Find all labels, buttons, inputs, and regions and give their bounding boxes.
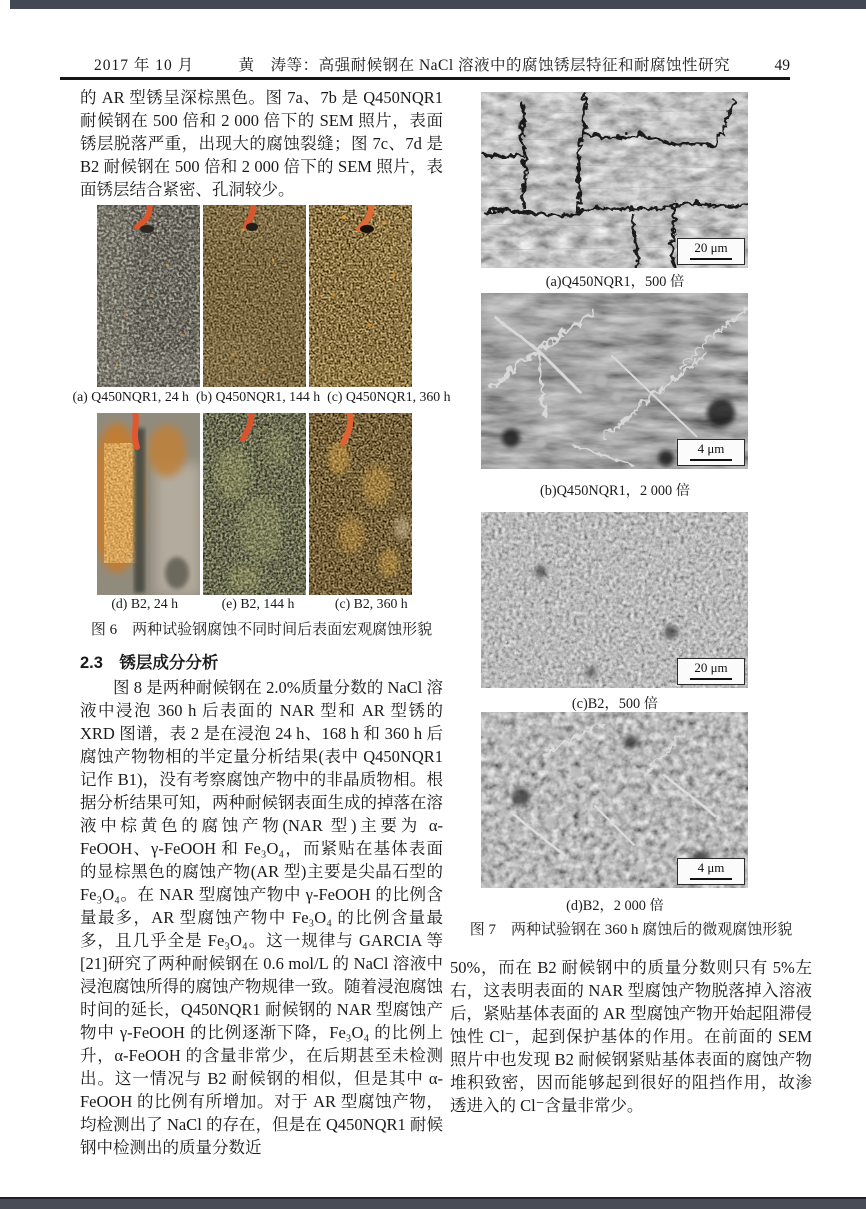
paragraph-intro: 的 AR 型锈呈深棕黑色。图 7a、7b 是 Q450NQR1 耐候钢在 500 倍和 2 000 倍下的 SEM 照片，表面锈层脱落严重，出现大的腐蚀裂缝；图 7c、7d 是 B2 耐候钢在 500 倍和 2 000 倍下的 SEM 照片，表面锈层结合紧密、孔洞较少。	[80, 88, 443, 199]
scale-bar	[677, 439, 745, 466]
header-page-number: 49	[774, 57, 790, 74]
scale-label: 20 μm	[694, 660, 728, 676]
fig6-row1-captions	[72, 389, 451, 405]
sem-image-b2-500x	[481, 512, 748, 688]
fig7-caption-a: (a)Q450NQR1，500 倍	[545, 274, 685, 290]
fig6-row2	[97, 413, 412, 595]
fig6-caption-b: (b) Q450NQR1, 144 h	[195, 389, 321, 404]
macro-photo-b2-24h	[97, 413, 200, 595]
scale-line	[690, 878, 732, 880]
header-date: 2017 年 10 月	[94, 57, 195, 74]
fig6-caption-d: (d) B2, 24 h	[111, 596, 178, 611]
fig6-row2-captions	[88, 596, 428, 612]
scale-line	[690, 459, 732, 461]
fig7-caption-b: (b)Q450NQR1，2 000 倍	[539, 483, 691, 499]
macro-photo-b2-360h	[309, 413, 412, 595]
macro-photo-b2-144h	[203, 413, 306, 595]
fig6-title: 图 6 两种试验钢腐蚀不同时间后表面宏观腐蚀形貌	[90, 622, 433, 638]
paragraph-chloride-discussion: 50%，而在 B2 耐候钢中的质量分数则只有 5%左右，这表明表面的 NAR 型腐蚀产物脱落掉入溶液后，紧贴基体表面的 AR 型腐蚀产物开始起阻滞侵蚀性 Cl⁻，起到保护基体的作用。在前面的 SEM 照片中也发现 B2 耐候钢紧贴基体表面的腐蚀产物堆积致密，因而能够起到很好的阻挡作用，故渗透进入的 Cl⁻含量非常少。	[450, 958, 812, 1115]
macro-photo-q450nqr1-144h	[203, 205, 306, 387]
header-running-title: 黄 涛等：高强耐候钢在 NaCl 溶液中的腐蚀锈层特征和耐腐蚀性研究	[238, 57, 731, 74]
sem-image-q450nqr1-500x	[481, 92, 748, 268]
scale-line	[690, 678, 732, 680]
scale-line	[690, 258, 732, 260]
fig6-caption-f: (c) B2, 360 h	[334, 596, 408, 611]
scale-label: 4 μm	[697, 860, 725, 876]
page-top-scan-bar	[10, 0, 866, 9]
page-header	[60, 53, 806, 75]
page-bottom-scan-bar	[0, 1197, 866, 1209]
scale-label: 4 μm	[697, 441, 725, 457]
sem-image-q450nqr1-2000x	[481, 293, 748, 469]
fig6-caption-a: (a) Q450NQR1, 24 h	[72, 389, 189, 404]
fig6-caption-c: (c) Q450NQR1, 360 h	[327, 389, 451, 404]
paragraph-rust-composition: 图 8 是两种耐候钢在 2.0%质量分数的 NaCl 溶液中浸泡 360 h 后表面的 NAR 型和 AR 型锈的 XRD 图谱，表 2 是在浸泡 24 h、168 h 和 360 h 后腐蚀产物物相的半定量分析结果(表中 Q450NQR1 记作 B1)，没有考察腐蚀产物中的非晶质物相。根据分析结果可知，两种耐候钢表面生成的掉落在溶液中棕黄色的腐蚀产物(NAR 型)主要为 α-FeOOH、γ-FeOOH 和 Fe₃O₄，而紧贴在基体表面的显棕黑色的腐蚀产物(AR 型)主要是尖晶石型的 Fe₃O₄。在 NAR 型腐蚀产物中 γ-FeOOH 的比例含量最多，AR 型腐蚀产物中 Fe₃O₄ 的比例含量最多，且几乎全是 Fe₃O₄。这一规律与 GARCIA 等[21]研究了两种耐候钢在 0.6 mol/L 的 NaCl 溶液中浸泡腐蚀所得的腐蚀产物规律一致。随着浸泡腐蚀时间的延长，Q450NQR1 耐候钢的 NAR 型腐蚀产物中 γ-FeOOH 的比例逐渐下降，Fe₃O₄ 的比例上升，α-FeOOH 的含量非常少，在后期甚至未检测出。这一情况与 B2 耐候钢的相似，但是其中 α-FeOOH 的比例有所增加。对于 AR 型腐蚀产物，均检测出了 NaCl 的存在，但是在 Q450NQR1 耐候钢中检测出的质量分数近	[80, 678, 443, 1157]
macro-photo-q450nqr1-24h	[97, 205, 200, 387]
fig7-caption-c: (c)B2，500 倍	[571, 696, 659, 712]
fig7-caption-d: (d)B2，2 000 倍	[566, 898, 664, 914]
fig6-caption-e: (e) B2, 144 h	[221, 596, 295, 611]
scale-bar	[677, 238, 745, 265]
sem-image-b2-2000x	[481, 712, 748, 888]
scale-bar	[677, 858, 745, 885]
header-rule	[60, 77, 790, 80]
scale-bar	[677, 658, 745, 685]
fig7-title: 图 7 两种试验钢在 360 h 腐蚀后的微观腐蚀形貌	[469, 922, 793, 938]
section-heading-2-3: 2.3 锈层成分分析	[80, 654, 219, 672]
scale-label: 20 μm	[694, 240, 728, 256]
fig6-row1	[97, 205, 412, 387]
macro-photo-q450nqr1-360h	[309, 205, 412, 387]
